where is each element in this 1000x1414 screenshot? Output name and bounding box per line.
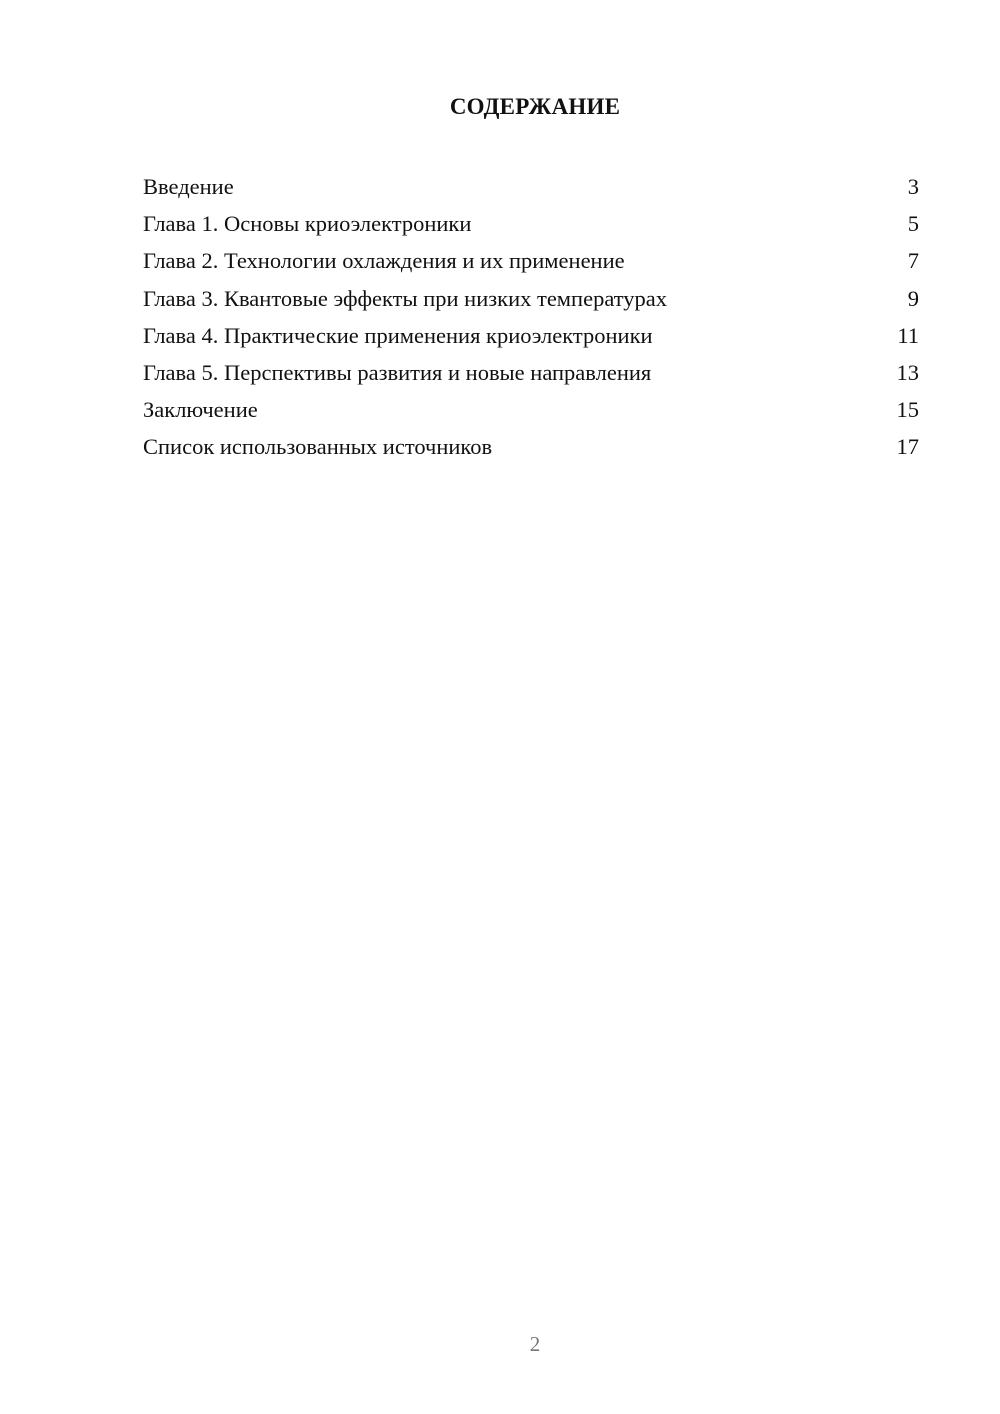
toc-entry-title: Глава 5. Перспективы развития и новые направления [143, 359, 652, 385]
toc-entry-page: 17 [896, 434, 919, 460]
toc-entry-page: 15 [896, 397, 919, 423]
toc-entry-page: 9 [907, 285, 919, 311]
toc-entry-page: 11 [897, 322, 919, 348]
toc-entry-title: Глава 4. Практические применения криоэлектроники [143, 322, 653, 348]
toc-entry-title: Глава 2. Технологии охлаждения и их применение [143, 248, 625, 274]
toc-entry [143, 391, 919, 428]
toc-entry-title: Введение [143, 174, 234, 199]
toc-entry-page: 13 [896, 359, 919, 385]
toc-entry [143, 205, 919, 242]
toc-entry-page: 7 [907, 248, 919, 274]
toc-entry-title: Заключение [143, 397, 258, 423]
toc-entry [143, 354, 919, 391]
toc-entry-title: Список использованных источников [143, 434, 493, 460]
toc-entry [143, 168, 919, 205]
toc-entry [143, 280, 919, 317]
toc-entry [143, 317, 919, 354]
toc-entry-title: Глава 3. Квантовые эффекты при низких температурах [143, 285, 668, 311]
toc-entry-title: Глава 1. Основы криоэлектроники [143, 211, 472, 237]
page-title: СОДЕРЖАНИЕ [449, 94, 621, 119]
toc-entry-page: 3 [907, 174, 919, 199]
page-number: 2 [529, 1332, 541, 1356]
toc-entry [143, 242, 919, 279]
table-of-contents [143, 168, 919, 466]
toc-entry-page: 5 [907, 211, 919, 237]
toc-entry [143, 428, 919, 465]
